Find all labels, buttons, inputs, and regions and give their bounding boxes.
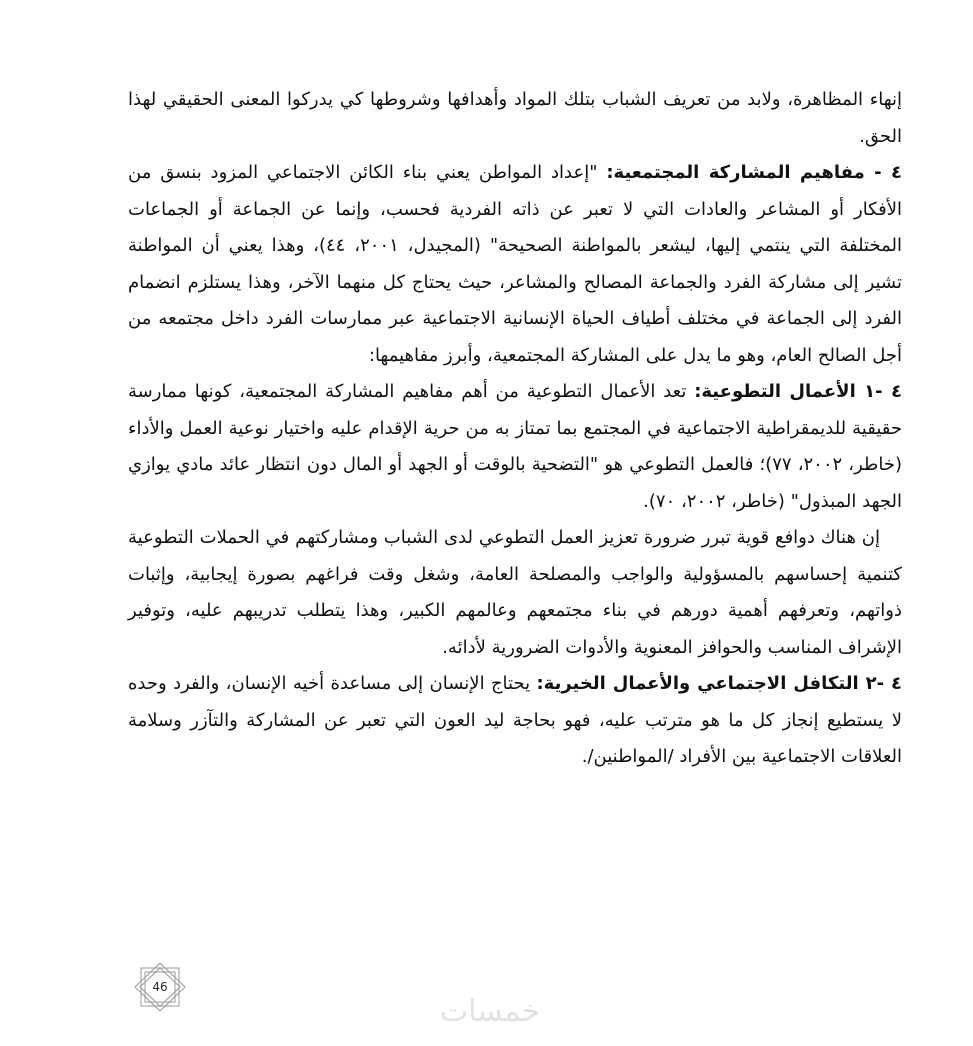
paragraph-text: إنهاء المظاهرة، ولابد من تعريف الشباب بتلك المواد وأهدافها وشروطها كي يدركوا المعنى الحقيقي لهذا الحق. <box>128 89 902 147</box>
section-heading: ٤ -٢ التكافل الاجتماعي والأعمال الخيرية: <box>536 673 902 694</box>
paragraph-text: تعد الأعمال التطوعية من أهم مفاهيم المشاركة المجتمعية، كونها ممارسة حقيقية للديمقراطية الاجتماعية في المجتمع بما تمتاز به من حرية الإقدام عليه واختيار نوعية العمل والأداء (خاطر، ٢٠٠٢، ٧٧)؛ فالعمل التطوعي هو "التضحية بالوقت أو الجهد أو المال دون انتظار عائد مادي يوازي الجهد المبذول" (خاطر، ٢٠٠٢، ٧٠). <box>128 381 903 512</box>
section-heading: ٤ - مفاهيم المشاركة المجتمعية: <box>606 162 902 183</box>
paragraph-text: إن هناك دوافع قوية تبرر ضرورة تعزيز العمل التطوعي لدى الشباب ومشاركتهم في الحملات التطوعية كتنمية إحساسهم بالمسؤولية والواجب والمصلحة العامة، وشغل وقت فراغهم بصورة إيجابية، وإثبات ذواتهم، وتعرفهم أهمية دورهم في بناء مجتمعهم وعالمهم الكبير، وهذا يتطلب تدريبهم عليه، وتوفير الإشراف المناسب والحوافز المعنوية والأدوات الضرورية لأدائه. <box>128 527 902 658</box>
paragraph-community-participation <box>128 155 902 374</box>
paragraph-volunteer-motives <box>128 520 902 666</box>
page-number-ornament <box>133 962 187 1012</box>
watermark-logo: خمسات <box>439 994 541 1029</box>
paragraph-text: "إعداد المواطن يعني بناء الكائن الاجتماعي المزود بنسق من الأفكار أو المشاعر والعادات التي لا تعبر عن ذاته الفردية فحسب، وإنما عن الجماعة أو الجماعات المختلفة التي ينتمي إليها، ليشعر بالمواطنة الصحيحة" (المجيدل، ٢٠٠١، ٤٤)، وهذا يعني أن المواطنة تشير إلى مشاركة الفرد والجماعة المصالح والمشاعر، حيث يحتاج كل منهما الآخر، وهذا يستلزم انضمام الفرد إلى الجماعة في مختلف أطياف الحياة الإنسانية الاجتماعية عبر ممارسات الفرد داخل مجتمعه من أجل الصالح العام، وهو ما يدل على المشاركة المجتمعية، وأبرز مفاهيمها: <box>128 162 902 366</box>
section-heading: ٤ -١ الأعمال التطوعية: <box>694 381 902 402</box>
paragraph-text: يحتاج الإنسان إلى مساعدة أخيه الإنسان، والفرد وحده لا يستطيع إنجاز كل ما هو مترتب عليه، فهو بحاجة ليد العون التي تعبر عن المشاركة والتآزر وسلامة العلاقات الاجتماعية بين الأفراد /المواطنين/. <box>128 673 902 767</box>
paragraph-volunteer-work <box>128 374 902 520</box>
page-number: 46 <box>152 980 168 994</box>
document-page <box>128 82 902 776</box>
paragraph-social-solidarity <box>128 666 902 776</box>
paragraph-intro-continuation <box>128 82 902 155</box>
